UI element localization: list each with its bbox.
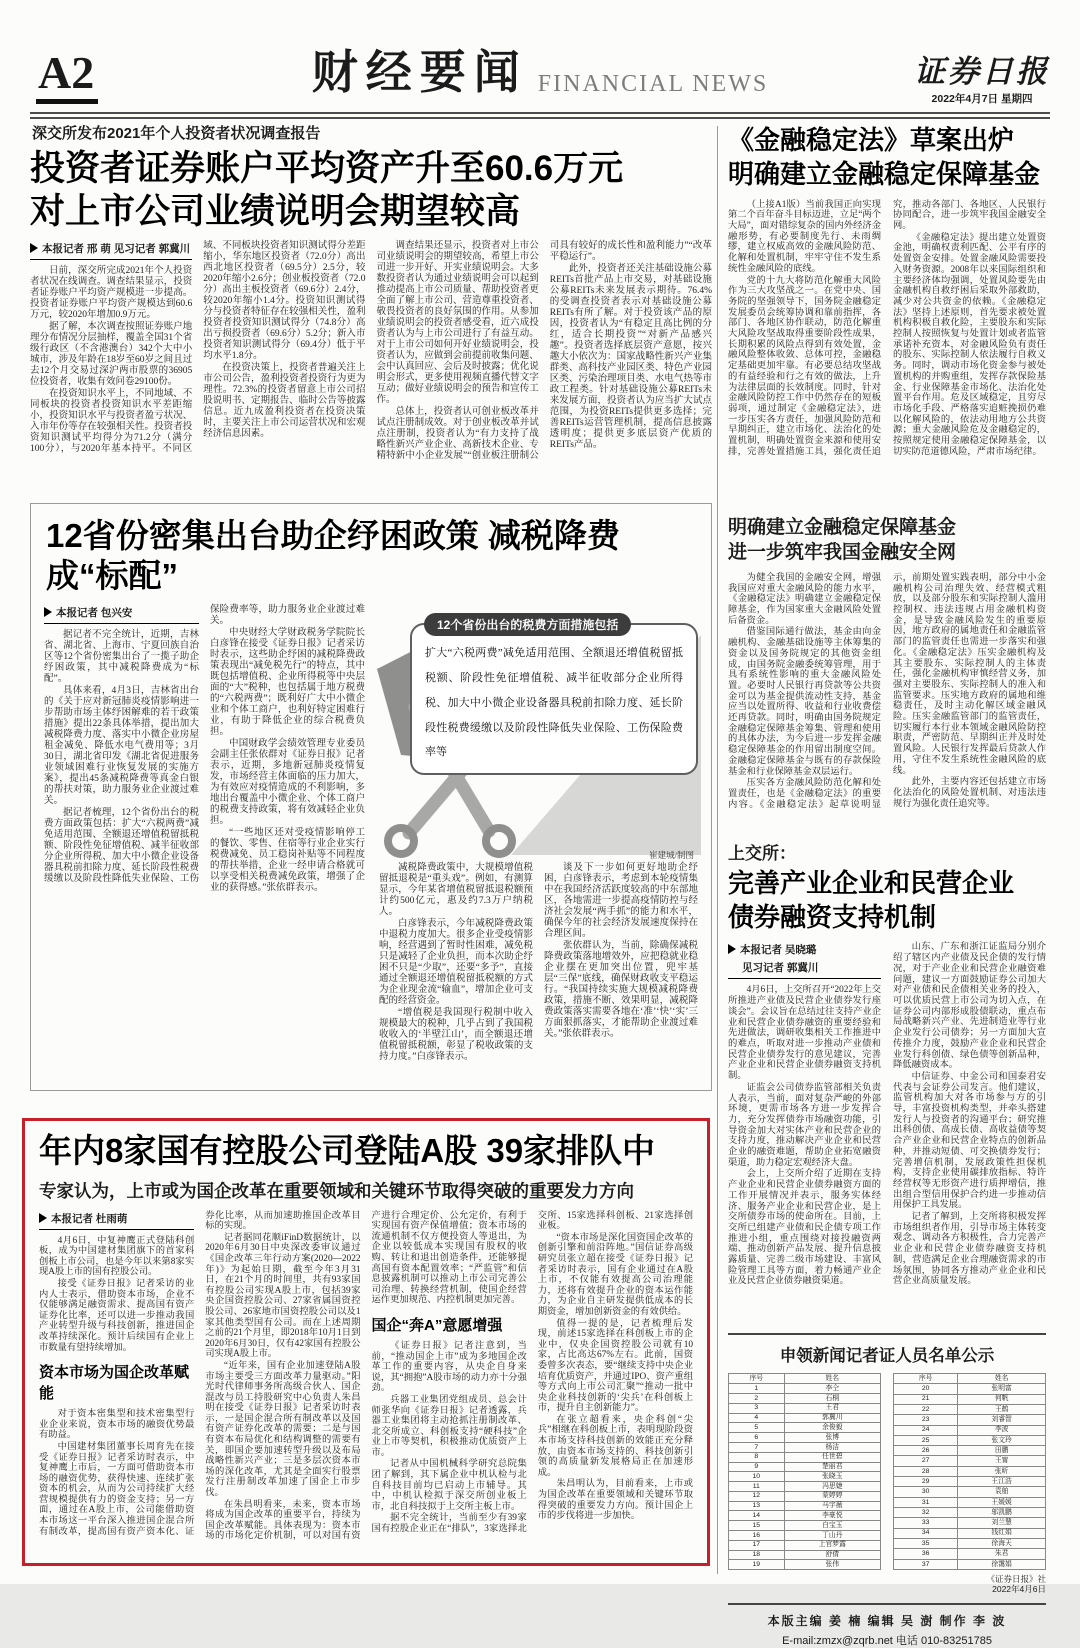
table-row: 14 李豪悦 [729,1511,881,1521]
sse-headline [728,867,1046,935]
paragraph: 4月6日，上交所召开“2022年上交所推进产业债及民营企业债券发行座谈会”。会议旨在总结过往支持产业企业和民营企业债券融资的重要经验和先进做法，调研收集相关工作推进中的难点，听取对进一步推动产业债和民营企业债券发行的意见建议，完善产业企业和民营企业债券融资支持机制。 [728,985,881,1082]
byline [30,241,192,260]
article-kicker: 深交所发布2021年个人投资者状况调查报告 [32,125,321,142]
table-row: 24 李波 [894,1425,1046,1435]
paragraph: 党的十九大将防范化解重大风险作为三大攻坚战之一。在党中央、国务院的坚强领导下，国务院金融稳定发展委员会统筹协调和靠前指挥，各部门、各地区协作联动，防范化解重大风险攻坚战取得重要阶段性成果，长期积累的风险点得到有效处置，金融风险整体收敛、总体可控，金融稳定基础更加牢靠。有必要总结攻坚战的有益经验和行之有效的做法，上升为法律层面的长效制度。同时，针对金融风险防控工作中仍然存在的短板弱项，通过制定《金融稳定法》，进一步压实各方责任，加强风险防范和早期纠正，建立市场化、法治化的处置机制，明确处置资金来源和使用安排，完善处置措施工具，强化责任追究，推动各部门、各地区、人民银行协同配合，进一步筑牢我国金融安全网。 [728,199,1046,457]
contact-line: E-mail:zmzx@zqrb.net 电话 010-83251785 [782,1635,992,1648]
table-row: 16 丁山丹 [729,1530,881,1540]
paragraph: “近年来，国有企业加速登陆A股市场主要受三方面改革力量驱动。”阳光时代律师事务所高级合伙人、国企混改与员工持股研究中心负责人朱昌明在接受《证券日报》记者采访时表示，一是国企混合所有制改革以及国有资产证券化改革的需要；二是与国有资本布局优化和结构调整的需要有关，即国企要加速转型升级以及布局战略性新兴产业；三是多层次资本市场的深化改革，尤其是全面实行股票发行注册制改革加速了国企上市步伐。 [205,1360,361,1499]
table-row: 21 何帆 [894,1394,1046,1404]
paragraph: 在张立超看来，央企科创“尖兵”相继在科创板上市，表明现阶段资本市场支持科技创新的效能正充分释放，由资本市场支持的、科技创新引领的高质量新发展格局正在加速形成。 [537,1414,693,1478]
notice-credit-org: 《证券日报》社 [986,1574,1046,1585]
paper-logo: 证券日报 [914,53,1050,90]
fsl-body-part2 [728,573,1046,825]
table-row: 30 袁舶 [894,1487,1046,1497]
feature-body-left [44,605,365,1073]
notice-table-left [728,1373,881,1570]
soe-body [39,1211,693,1549]
right-region [728,124,1046,1648]
table-row: 6 张博 [729,1433,881,1443]
fsl-headline-line-2: 明确建立金融稳定保障基金 [728,158,1041,189]
header-rule [30,112,1050,119]
date-line: 2022年4月7日 星期四 [931,93,1033,105]
col-header-name: 姓名 [958,1374,1046,1384]
fsl-crosshead-line-1: 明确建立金融稳定保障基金 [728,516,957,538]
paragraph: 朱昌明认为，目前看来，上市或为国企改革在重要领域和关键环节取得突破的重要发力方向。预计国企上市的步伐将进一步加快。 [537,1479,693,1522]
paragraph: 山东、广东和浙江证监局分别介绍了辖区内产业债及民企债的发行情况，对于产业企业和民营企业融资难问题，建议一方面鼓励证券公司加大对产业债和民企债相关业务的投入，可以优质民营上市公司为切入点，在证券公司内部形成股债联动，重点布局战略新兴产业、先进制造业等行业企业发行公司债券；另一方面加大宣传推介力度，鼓励产业企业和民营企业发行科创债、绿色债等创新品种，降低融资成本。 [893,942,1046,1071]
paragraph: 白彦锋表示，今年减税降费政策中退税力度加大。很多企业受疫情影响，经营遇到了暂时性困难，减免税只是减轻了企业负担，而本次助企纾困不只是“少取”，还要“多予”，直接通过全额退还增值税留抵税额的方式为企业现金流“输血”，增加企业可支配的经营资金。 [378,919,533,1007]
paragraph: 兵器工业集团党组成员、总会计师张华向《证券日报》记者透露，兵器工业集团将主动抢抓注册制改革、北交所成立、科创板支持“硬科技”企业上市等契机，积极推动优质资产上市。 [371,1394,527,1458]
table-row: 5 余俊毅 [729,1423,881,1433]
article-sse-bond [728,839,1046,1325]
paragraph: （上接A1版）当前我国正向实现第二个百年奋斗目标迈进，立足“两个大局”，面对错综复杂的国内外经济金融形势，有必要制度先行、未雨绸缪，建立权威高效的金融风险防范、化解和处置机制，牢牢守住不发生系统性金融风险的底线。 [728,199,881,274]
table-row: 35 徐海天 [894,1538,1046,1548]
feature-headline: 12省份密集出台助企纾困政策 减税降费成“标配” [46,517,620,594]
byline-text: 本报记者 包兴安 [56,607,133,620]
paragraph: 国企“奔A”意愿增强 [371,1316,503,1334]
masthead [914,55,1050,106]
byline-text: 本报记者 邢 萌 见习记者 郭冀川 [42,243,191,256]
press-card-notice [728,1342,1046,1594]
feature-body-right [379,863,698,1071]
notice-table-right [893,1373,1046,1570]
table-row: 3 王君 [729,1403,881,1413]
table-row: 2 石桐 [729,1394,881,1404]
infographic-box [410,618,698,775]
notice-credit-date: 2022年4月6日 [992,1584,1046,1595]
paragraph: 记者据同花顺iFinD数据统计，以2020年6月30日中央深改委审议通过《国企改革三年行动方案(2020—2022年)》为起始日期，截至今年3月31日，在21个月的时间里，共有93家国有控股公司实现A股上市，包括39家央企国资控股公司、27家省属国资控股公司、26家地市国资控股公司以及1家其他类型国有公司。而在上述周期之前的21个月里，即2018年10月1日到2020年6月30日，仅有42家国有控股公司实现A股上市。 [205,1232,361,1360]
reporter-flag-icon [44,607,52,617]
table-row: 36 朱君 [894,1549,1046,1559]
table-row: 31 王媛媛 [894,1497,1046,1507]
tax-measures-infographic [379,605,698,861]
paragraph: 中信证券、中金公司和国泰君安代表与会证券公司发言。他们建议，监管机构加大对各市场参与方的引导，丰富投资机构类型，并牵头搭建发行人与投资者的沟通平台；研究推出科创债、高成长债、高收益债等契合产业企业和民营企业特点的创新品种，并推动短债、可交换债券发行；完善增信机制，发展政策性担保机构，支持企业使用碳排放指标、特许经营权等无形资产进行质押增信，推出组合型信用保护合约进一步推动信用保护工具发展。 [893,1071,1046,1211]
sse-kicker: 上交所： [728,843,796,863]
table-row: 37 徐霭娟 [894,1559,1046,1570]
page-number: A2 [36,50,98,104]
soe-headline: 年内8家国有控股公司登陆A股 39家排队中 [39,1132,656,1169]
reporter-flag-icon [728,944,736,954]
byline [728,942,881,960]
paragraph: 值得一提的是，记者梳理后发现，前述15家选择在科创板上市的企业中，仅央企国资控股公司就有10家，占比高达67%左右。此前，国资委曾多次表态，要“继续支持中央企业培育优质资产，并通过IPO、资产重组等方式向上市公司汇聚”“推动一批中央企业科技创新的‘尖兵’在科创板上市，提升自主创新能力”。 [537,1318,693,1414]
paragraph: 《金融稳定法》提出建立处置资金池，明确权责利匹配、公平有序的处置资金安排。处置金融风险需要投入财务资源。2008年以来国际组织和主要经济体均强调，处置风险要先由金融机构自救纾困后采取外部救助，减少对公共资金的依赖。《金融稳定法》坚持上述原则，首先要求被处置机构积极自救化险，主要股东和实际控制人按照恢复与处置计划或者监管承诺补充资本，对金融风险负有责任的股东、实际控制人依法履行自救义务。同时，调动市场化资金参与被处置机构的并购重组，发挥存款保险基金、行业保障基金市场化、法治化处置平台作用。危及区域稳定，且穷尽市场化手段、严格落实追赃挽损仍难以化解风险的，依法动用地方公共资源；重大金融风险危及金融稳定的，按照规定使用金融稳定保障基金，以切实防范道德风险，严肃市场纪律。 [893,232,1046,457]
page-footer [728,1612,1046,1648]
notice-credit [728,1574,1046,1594]
col-header-name: 姓名 [784,1374,880,1384]
paragraph: 借鉴国际通行做法，基金由向金融机构、金融基础设施等主体筹集的资金以及国务院规定的其他资金组成，由国务院金融委统筹管理，用于具有系统性影响的重大金融风险处置。必要时人民银行再贷款等公共资金可以为基金提供流动性支持，基金应当以处置所得、收益和行业收费偿还再贷款。同时，明确由国务院规定金融稳定保障基金筹集、管理和使用的具体办法，为今后进一步发挥金融稳定保障基金的作用留出制度空间。金融稳定保障基金与既有的存款保险基金和行业保障基金双层运行。 [728,627,881,777]
sse-headline-line-1: 完善产业企业和民营企业 [728,867,1015,898]
paragraph: 此外，主要内容还包括建立市场化法治化的风险处置机制、对违法违规行为强化责任追究等。 [893,777,1046,809]
paragraph: 对于资本密集型和技术密集型行业企业来说，资本市场的融资优势最有助益。 [39,1409,195,1441]
table-row: 23 刘睿智 [894,1415,1046,1425]
editors-line: 本版主编 姜 楠 编辑 吴 澍 制作 李 波 [767,1614,1007,1629]
paragraph: 接受《证券日报》记者采访的业内人士表示，借助资本市场，企业不仅能够满足融资需求、提高国有资产证券化比率，还可以进一步推动我国产业转型升级与科技创新，推进国企改革持续深化。预计后续国有企业上市数量有望持续增加。 [39,1278,195,1353]
section-title-wrap [30,36,1050,102]
byline [39,1211,194,1230]
table-row: 10 张晓玉 [729,1472,881,1482]
paragraph: 在投资知识水平上，不同地域、不同板块的投资者投资知识水平差距缩小，投资知识水平与投资者盈亏状况、入市年份等存在较强相关性。投资者投资知识测试平均得分为71.2分（满分100分），与2020年基本持平。不同区域、不同板块投资者知识测试得分差距缩小，华东地区投资者（72.0分）高出西北地区投资者（69.5分）2.5分，较2020年缩小2.6分；创业板投资者（72.0分）高出主板投资者（69.6分）2.4分，较2020年缩小1.4分。投资知识测试得分与投资者特征存在较强相关性，盈利投资者投资知识测试得分（74.8分）高出亏损投资者（69.6分）5.2分；新入市投资者知识测试得分（69.4分）低于平均水平1.8分。 [30,241,366,455]
infographic-credit: 崔建城/制图 [649,850,694,861]
paragraph: 调查结果还显示，投资者对上市公司业绩说明会的期望较高，希望上市公司进一步开好、开实业绩说明会。大多数投资者认为通过业绩说明会可以起到推动提高上市公司质量、帮助投资者更全面了解上市公司、营造尊重投资者、敬畏投资者的良好氛围的作用。从参加业绩说明会的投资者感受看，近六成投资者认为与上市公司进行了有益互动。对于上市公司如何开好业绩说明会，投资者认为，应做到会前提前收集问题、会中认真回应、会后及时披露；优化说明会形式，更多使用视频直播代替文字互动；做好业绩说明会的预告和宣传工作。 [376,241,539,406]
headline-line-2: 对上市公司业绩说明会期望较高 [30,192,521,232]
table-row: 8 任世碧 [729,1452,881,1462]
paragraph: 据了解，本次调查按照证券账户地理分布情况分层抽样，覆盖全国31个省级行政区（不含港澳台）342个大中小城市，涉及年龄在18岁至60岁之间且过去12个月交易过深沪两市股票的36905位投资者，收集有效问卷29100份。 [30,322,193,388]
page-header [30,26,1050,108]
feature-right [379,605,698,1073]
fsl-crosshead-line-2: 进一步筑牢我国金融安全网 [728,542,957,564]
paragraph: 《证券日报》记者注意到，当前，“推动国企上市”成为多地国企改革工作的重要内容，从央企自身来说，其“拥抱”A股市场的动力亦十分强劲。 [371,1340,527,1394]
article-financial-stability-law [728,124,1046,825]
byline-text-1: 本报记者 吴晓璐 [740,944,817,957]
paragraph: 4月6日，中复神鹰正式登陆科创板，成为中国建材集团旗下的首家科创板上市公司，也是今年以来第8家实现A股上市的国有控股公司。 [39,1235,195,1278]
paragraph: 中国建材集团董事长周育先在接受《证券日报》记者采访时表示，中复神鹰上市后，一方面可借助资本市场的融资优势，获得快速、连续扩张资本的机会，从而为公司持续扩大经营规模提供有力的资金支持；另一方面，通过在A股上市，公司能借助资本市场这一平台深入推进国企混合所有制改革，提高国有资产资本化、证券化比率，从而加速助推国企改革目标的实现。 [39,1210,361,1537]
paragraph: 为健全我国的金融安全网，增强我国应对重大金融风险的能力水平，《金融稳定法》明确建立金融稳定保障基金，作为国家重大金融风险处置后备资金。 [728,572,881,626]
table-row: 27 王甯 [894,1456,1046,1466]
table-row: 17 上官梦露 [729,1540,881,1550]
byline [44,605,199,624]
highlight-box-soe-article [22,1118,710,1566]
section-rule [728,1333,1046,1335]
section-title-en: FINANCIAL NEWS [537,71,769,97]
paragraph: 压实各方金融风险防范化解和处置责任，也是《金融稳定法》的重要内容。《金融稳定法》起草说明显示，前期处置实践表明，部分中小金融机构公司治理失效、经营模式粗放，以及部分股东和实际控制人滥用控制权、违法违规占用金融机构资金，是导致金融风险发生的重要原因，地方政府的属地责任和金融监管部门的监管责任也需进一步落实和强化。《金融稳定法》压实金融机构及其主要股东、实际控制人的主体责任，强化金融机构审慎经营义务，加强对主要股东、实际控制人的准入和监管要求。压实地方政府的属地和维稳责任，及时主动化解区域金融风险。压实金融监管部门的监管责任，切实履行本行业本领域金融风险防控职责，严密防范、早期纠正并及时处置风险。人民银行发挥最后贷款人作用，守住不发生系统性金融风险的底线。 [728,572,1046,810]
soe-subhead: 专家认为，上市或为国企改革在重要领域和关键环节取得突破的重要发力方向 [39,1180,634,1201]
table-row: 33 刘兰慧 [894,1518,1046,1528]
paragraph: “一些地区还对受疫情影响停工的餐饮、零售、住宿等行业企业实行税费减免、员工稳岗补贴等不同程度的帮扶举措，企业一经申请合格就可以享受相关税费减免政策，增强了企业的获得感。”张依群表示。 [209,828,365,894]
paragraph: 日前，深交所完成2021年个人投资者状况在线调查。调查结果显示，投资者证券账户平均资产规模进一步提高。投资者证券账户平均资产规模达到60.6万元，较2020年增加0.9万元。 [30,266,193,321]
table-row: 25 张文玲 [894,1435,1046,1445]
fsl-crosshead [728,515,1046,566]
fsl-headline-line-1: 《金融稳定法》草案出炉 [728,125,1015,155]
paragraph: 中央财经大学财政税务学院院长白彦锋在接受《证券日报》记者采访时表示，这些助企纾困的减税降费政策表现出“减免税先行”的特点，其中既包括增值税、企业所得税等中央层面的“大”税种，也包括属于地方税费的“六税两费”；既利好广大中小微企业和个体工商户，也利好特定困难行业，有助于降低企业的综合税费负担。 [209,628,365,738]
table-row: 13 马宇薇 [729,1501,881,1511]
table-row: 26 田鹏 [894,1446,1046,1456]
paragraph: 此外，投资者还关注基础设施公募REITs首批产品上市交易，对基础设施公募REITs未来发展表示期待。76.4%的受调查投资者表示对基础设施公募REITs有所了解。对于投资该产品的原因，投资者认为“有稳定且高比例的分红，适合长期投资”“对新产品感兴趣”。投资者选择底层资产意愿，按兴趣大小依次为：国家战略性新兴产业集群类、高科技产业园区类、特色产业园区类、污染治理项目类、水电气热等市政工程类。针对基础设施公募REITs未来发展方面，投资者认为应当扩大试点范围，为投资REITs提供更多选择；完善REITs运营管理机制，提高信息披露透明度；提供更多底层资产优质的REITs产品。 [549,264,712,451]
paragraph: 证监会公司债券监管部相关负责人表示，当前，面对复杂严峻的外部环境，更需市场各方进一步发挥合力，充分发挥债券市场融资功能，引导资金加大对实体产业和民营企业的支持力度，推动解决产业企业和民营企业的融资难题，帮助企业拓宽融资渠道，助力稳定宏观经济大盘。 [728,1082,881,1168]
table-row: 22 王鹤 [894,1404,1046,1414]
col-header-no: 序号 [894,1374,958,1384]
article-relief-policy [30,503,712,1091]
table-row: 34 钱红娟 [894,1528,1046,1538]
paragraph: 记者从中国机械科学研究总院集团了解到，其下属企业中机认检与北自科技目前均已启动上市辅导。其中，中机认检拟于深交所创业板上市，北自科技拟于上交所主板上市。 [371,1459,527,1512]
infographic-title: 12个省份出台的税费方面措施包括 [424,613,631,636]
article-headline [30,147,712,233]
table-row: 18 舒倩 [729,1550,881,1560]
byline-text-2: 见习记者 郭冀川 [742,962,819,975]
byline-text: 本报记者 杜雨萌 [51,1212,128,1225]
paragraph: 在朱昌明看来，未来，资本市场将成为国企改革的重要平台，持续为国企改革赋能。具体表现为：资本市场的市场化定价机制，可以对国有资产进行合理定价、公允定价，有利于实现国有资产保值增值；资本市场的流通机制不仅方便投资人等退出，为企业以较低成本实现国有股权的收购、转让和退出创造条件，还能够提高国有资本配置效率；“严监管”和信息披露机制可以推动上市公司完善公司治理、转换经营机制，使国企经营运作更加规范、内控机制更加完善。 [205,1210,527,1542]
col-header-no: 序号 [729,1374,785,1384]
paragraph: 谈及下一步如何更好地助企纾困，白彦锋表示，考虑到本轮疫情集中在我国经济活跃度较高的中东部地区，各地需进一步提高疫情防控与经济社会发展“两手抓”的能力和水平，确保今年的社会经济发展速度保持在合理区间。 [543,863,698,940]
reporter-flag-icon [30,243,38,253]
sse-body [728,942,1046,1324]
table-row: 12 蒙婷婷 [729,1491,881,1501]
table-row: 7 杨洁 [729,1442,881,1452]
reporter-flag-icon [39,1213,47,1223]
paragraph: 记者了解到，上交所将积极发挥市场组织者作用，引导市场主体转变观念、调动各方积极性，合力完善产业企业和民营企业债券融资支持机制，营造满足企业合理融资需求的市场氛围，协同各方推动产业企业和民营企业高质量发展。 [893,1212,1046,1287]
paragraph: 资本市场为国企改革赋能 [39,1364,190,1403]
paragraph: 据记者梳理，12个省份出台的税费方面政策包括：扩大“六税两费”减免适用范围、全额退还增值税留抵税额、阶段性免征增值税、减半征收部分企业所得税、加大中小微企业设备器具税前扣除力度、延长阶段性税费缓缴以及阶段性降低失业保险、工伤保险费率等，助力服务业企业渡过难关。 [44,605,365,885]
column-divider [717,126,718,1574]
article-body [30,241,712,493]
table-row: 11 冯思婕 [729,1482,881,1492]
paragraph: 在投资决策上，投资者普遍关注上市公司公告，盈利投资者投资行为更为理性。72.3%的投资者留意上市公司招股说明书、定期报告、临时公告等披露信息。近九成盈利投资者在投资决策时，主要关注上市公司运营状况和宏观经济信息因素。 [203,363,366,440]
paragraph: 据不完全统计，当前至少有39家国有控股企业正在“排队”，3家选择北交所、15家选择科创板、21家选择创业板。 [371,1210,693,1535]
table-row: 29 王江浩 [894,1477,1046,1487]
paragraph: 具体来看，4月3日，吉林省出台的《关于应对新冠肺炎疫情影响进一步帮助市场主体纾困解难的若干政策措施》提出22条具体举措，提出加大减税降费力度、落实中小微企业房屋租金减免、降低水电气费用等；3月30日，湖北省印发《湖北省促进服务业领域困难行业恢复发展的实施方案》，提出45条减税降费等真金白银的帮扶对策，助力服务业企业渡过难关。 [44,686,199,807]
article-investor-survey [30,122,712,493]
table-row: 9 楚丽君 [729,1462,881,1472]
table-row: 28 张昕 [894,1466,1046,1476]
paragraph: 会上，上交所介绍了近期在支持产业企业和民营企业债券融资方面的工作开展情况并表示，服务实体经济、服务产业企业和民营企业，是上交所债券市场的使命所在。目前，上交所已组建产业债和民企债专项工作推进小组，重点围绕对接投融资两端、推动创新产品发展、提升信息披露质量、完善二级市场建设、丰富风险管理工具等方面，着力畅通产业企业及民营企业债券融资渠道。 [728,1169,881,1287]
table-row: 4 郭冀川 [729,1413,881,1423]
paragraph: 减税降费政策中，大规模增值税留抵退税是“重头戏”。例如，有测算显示，今年某省增值税留抵退税额预计约500亿元，惠及约7.3万户纳税人。 [378,863,533,918]
fsl-body-part1 [728,200,1046,506]
table-row: 20 张明富 [894,1384,1046,1394]
notice-title: 申领新闻记者证人员名单公示 [779,1347,995,1366]
paragraph: 据记者不完全统计，近期，吉林省、湖北省、上海市、宁夏回族自治区等12个省份密集出台了一揽子助企纾困政策，其中减税降费成为“标配”。 [44,630,199,685]
sse-headline-line-2: 债券融资支持机制 [728,901,937,932]
paragraph: 张依群认为，当前，除确保减税降费政策落地增效外，应把稳就业稳企业摆在更加突出位置，兜牢基层“三保”底线，确保财政收支平稳运行。“我国持续实施大规模减税降费政策，措施不断、效果明显，减税降费政策落实需要各地在‘准’‘快’‘实’三方面狠抓落实，才能帮助企业渡过难关。”张依群表示。 [543,941,698,1040]
headline-line-1: 投资者证券账户平均资产升至60.6万元 [30,149,624,188]
table-row: 19 张伟 [729,1560,881,1570]
left-region [30,122,712,1091]
infographic-text: 扩大“六税两费”减免适用范围、全额退还增值税留抵税额、阶段性免征增值税、减半征收部分企业所得税、加大中小微企业设备器具税前扣除力度、延长阶段性税费缓缴以及阶段性降低失业保险、工伤保险费率等 [425,647,683,759]
table-row: 15 白宝玉 [729,1521,881,1531]
paragraph: 总体上，投资者认可创业板改革并试点注册制成效。对于创业板改革并试点注册制，投资者认为“有力支持了战略性新兴产业企业、高新技术企业、专精特新中小企业发展”“创业板注册制公司具有较好的成长性和盈利能力”“改革平稳运行”。 [376,241,712,462]
section-title-cn: 财经要闻 [311,46,528,98]
paragraph: 中国财政学会绩效管理专业委员会副主任张依群对《证券日报》记者表示，近期，多地新冠肺炎疫情复发，市场经营主体面临的压力加大，为有效应对疫情造成的不利影响，多地出台覆盖中小微企业、个体工商户的税费支持政策，将有效减轻企业负担。 [209,739,365,827]
table-row: 1 李仝 [729,1384,881,1394]
footer-rule [728,1603,1046,1605]
paragraph: “增值税是我国现行税制中收入规模最大的税种，几乎占到了我国税收收入的‘半壁江山’，而全额退还增值税留抵税额，彰显了税收政策的支持力度。”白彦锋表示。 [378,1008,533,1063]
table-row: 32 邬凯鹏 [894,1508,1046,1518]
fsl-headline [728,124,1046,192]
byline-line-2 [728,960,881,979]
paragraph: “资本市场是深化国资国企改革的创新引擎和前沿阵地。”国信证券高级研究员张立超在接受《证券日报》记者采访时表示，国有企业通过在A股上市，不仅能有效提高公司治理能力，还将有效提升企业的资本运作能力，为企业自主研发提供低成本的长期资金，增加创新资金的有效供给。 [537,1232,693,1317]
